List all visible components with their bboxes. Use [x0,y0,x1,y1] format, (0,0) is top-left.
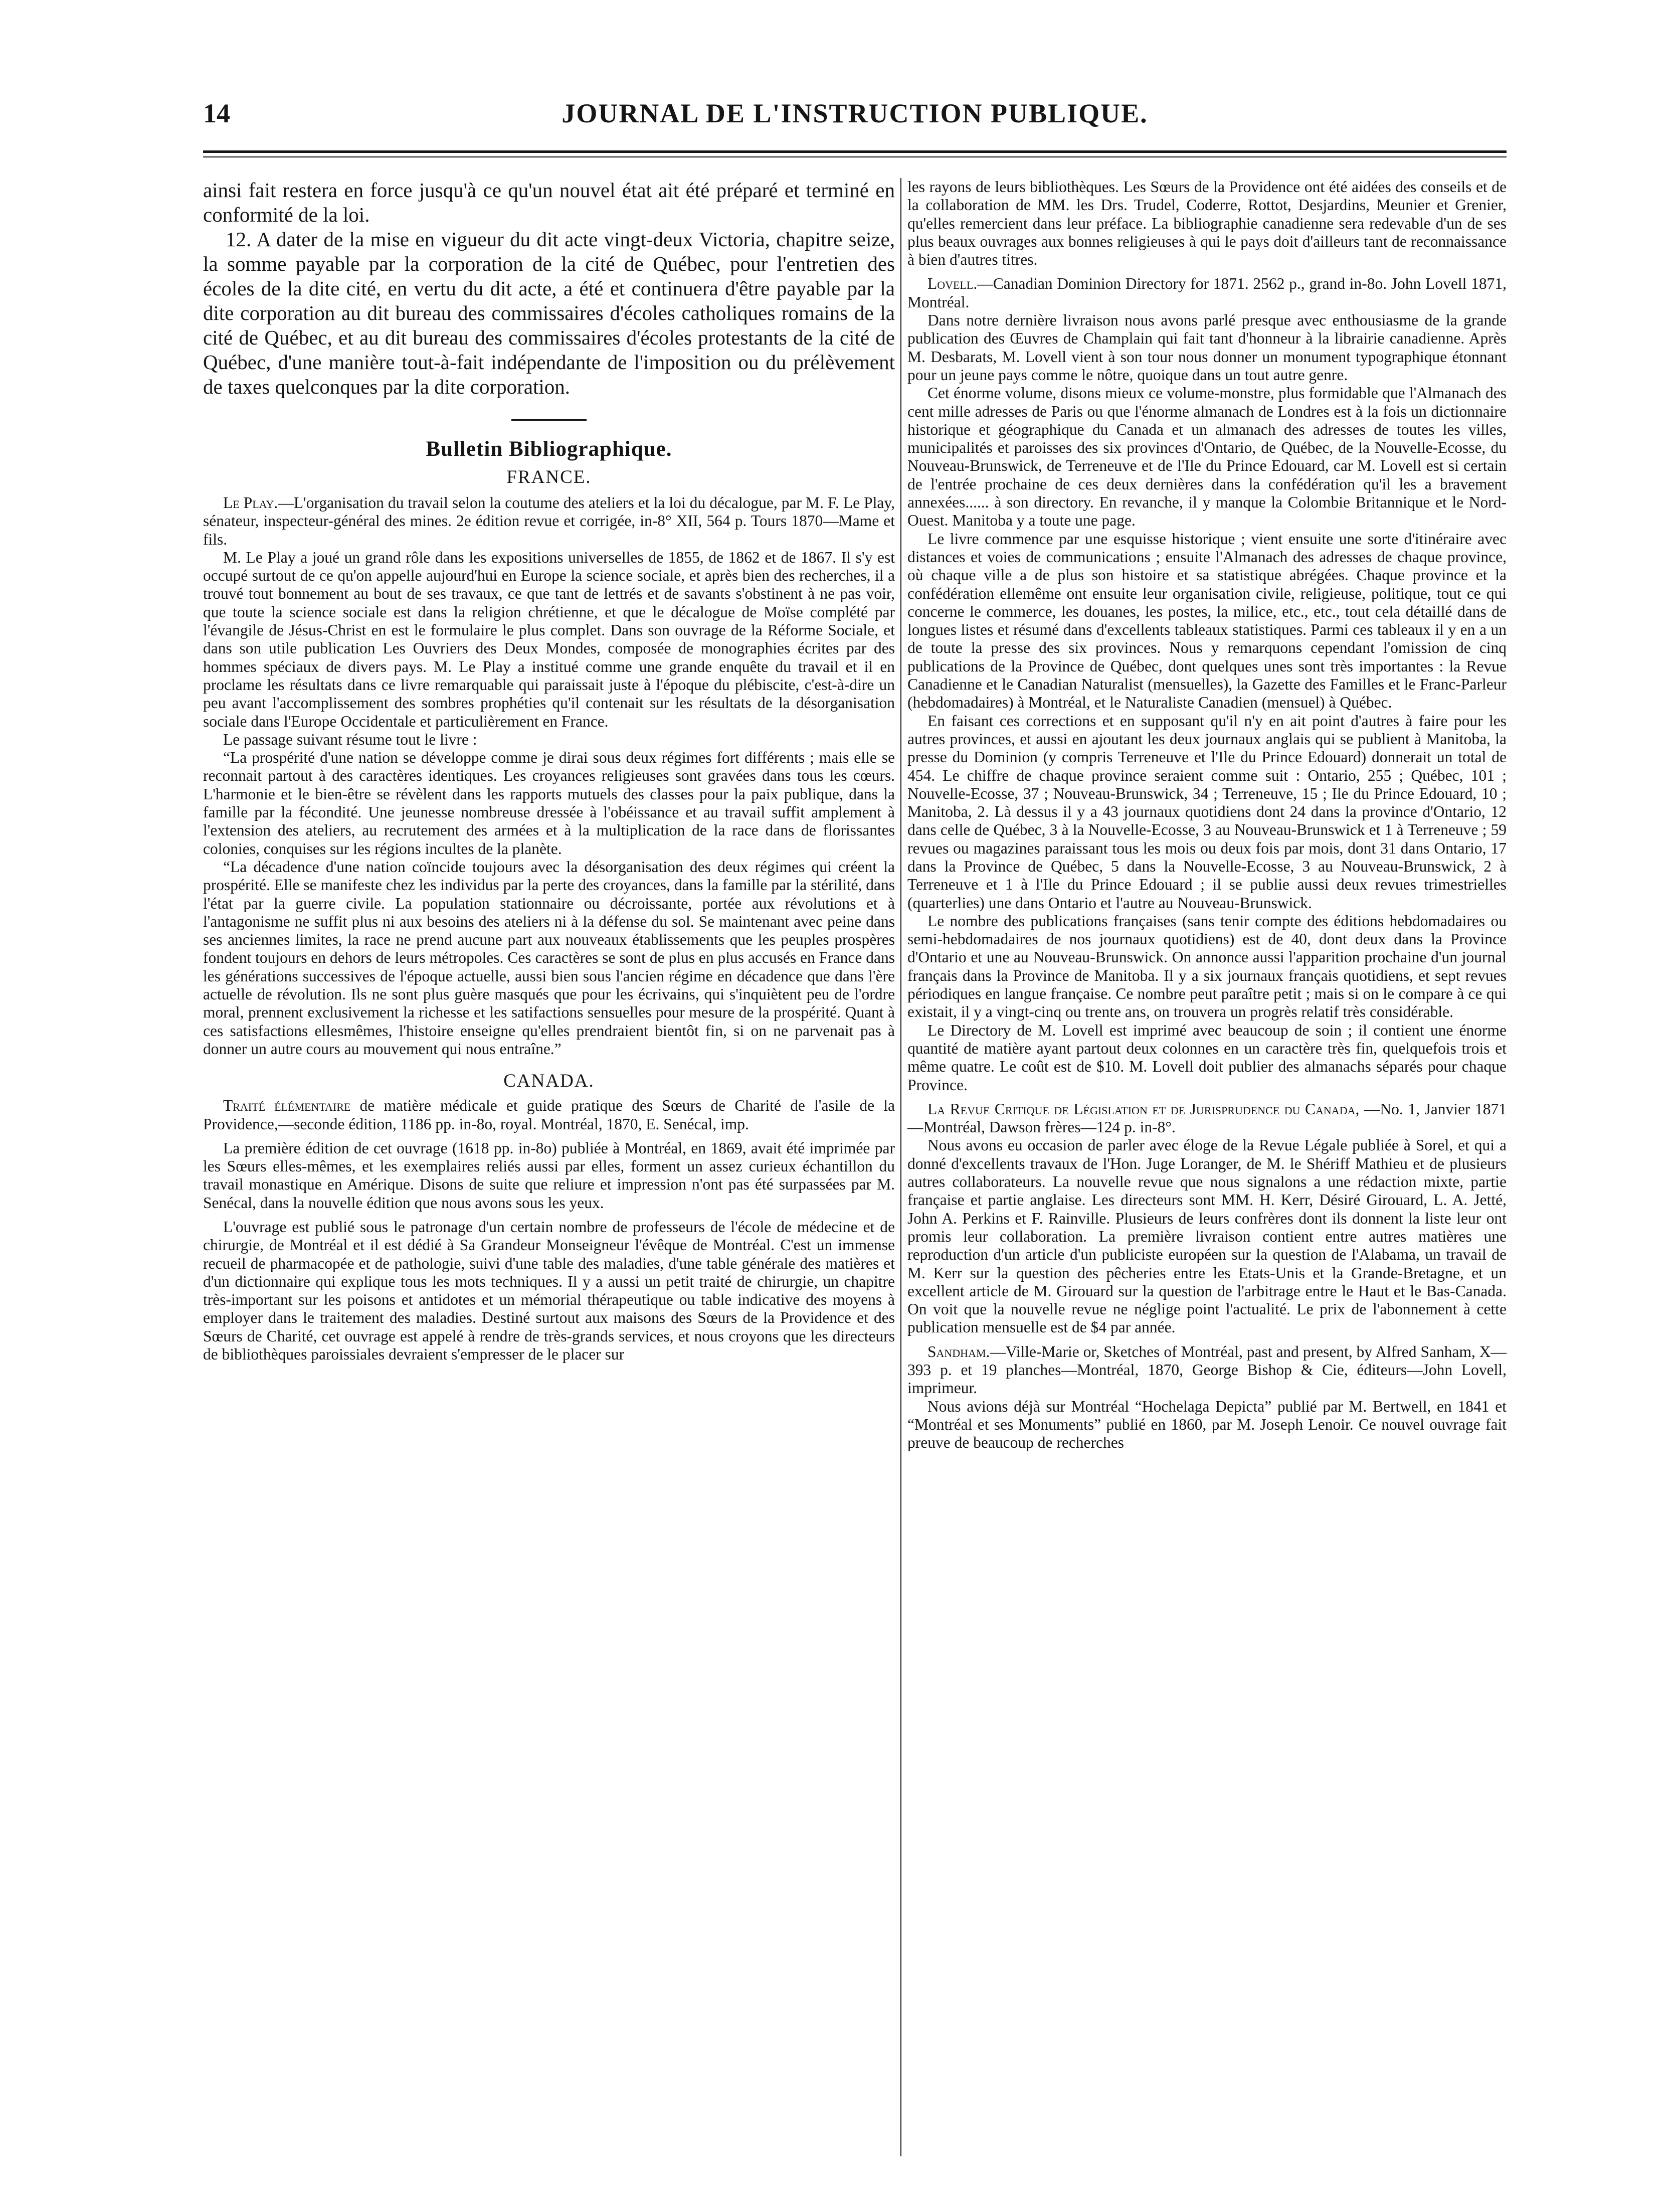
paragraph: Nous avons eu occasion de parler avec éloge de la Revue Légale publiée à Sorel, et qui a donné d'excellents travaux de l'Hon. Juge Loranger, de M. le Shériff Mathieu et de plusieurs autres collaborateurs. La nouvelle revue que nous signalons a une rédaction mixte, partie française et partie anglaise. Les directeurs sont MM. H. Kerr, Désiré Girouard, L. A. Jetté, John A. Perkins et F. Rainville. Plusieurs de leurs confrères dont ils donnent la liste leur ont promis leur collaboration. La première livraison contient entre autres matières une reproduction d'un article d'un publiciste européen sur la question de l'Alabama, un travail de M. Kerr sur la question des pêcheries entre les Etats-Unis et la Grande-Bretagne, et un excellent article de M. Girouard sur la question de l'arbitrage entre le Haut et le Bas-Canada. On voit que la nouvelle revue ne néglige point l'actualité. Le prix de l'abonnement à cette publication mensuelle est de $4 par année. [907,1136,1507,1336]
quote-paragraph: “La prospérité d'une nation se développe comme je dirai sous deux régimes fort différents ; mais elle se reconnait partout à des caractères identiques. Les croyances religieuses sont gravées dans tous les cœurs. L'harmonie et le bien-être se révèlent dans les rapports mutuels des classes pour la paix publique, dans la famille par la fécondité. Une jeunesse nombreuse dressée à l'obéissance et au travail suffit amplement à l'extension des ateliers, au recrutement des armées et à la multiplication de la race dans de florissantes colonies, conquises sur les régions incultes de la planète. [203,749,895,858]
entry-details: —No. 1, Janvier 1871—Montréal, Dawson frères—124 p. in-8°. [907,1100,1507,1136]
book-entry [203,494,895,549]
entry-author: Lovell. [927,275,978,293]
left-column [203,178,895,1364]
entry-author: Le Play. [223,494,278,512]
column-divider [900,178,901,2156]
paragraph: Dans notre dernière livraison nous avons parlé presque avec enthousiasme de la grande publication des Œuvres de Champlain qui fait tant d'honneur à la librairie canadienne. Après M. Desbarats, M. Lovell vient à son tour nous donner un monument typographique étonnant pour un jeune pays comme le nôtre, quoique dans un tout autre genre. [907,311,1507,384]
quote-paragraph: “La décadence d'une nation coïncide toujours avec la désorganisation des deux régimes qui créent la prospérité. Elle se manifeste chez les individus par la perte des croyances, dans la famille par la stérilité, dans l'état par la guerre civile. La population stationnaire ou décroissante, portée aux révolutions et à l'antagonisme ne suffit plus ni aux besoins des ateliers ni à la défense du sol. Se maintenant avec peine dans ses anciennes limites, la race ne prend aucune part aux nouveaux établissements que les peuples prospères fondent toujours en dehors de leurs métropoles. Ces caractères se sont de plus en plus accusés en France dans les générations successives de l'époque actuelle, aussi bien sous l'ancien régime en décadence que dans l'ère actuelle de révolution. Ils ne sont plus guère masqués que pour les écrivains, qui s'inquiètent peu de l'ordre moral, prennent exclusivement la richesse et les satifactions sensuelles pour mesure de la prospérité. Quant à ces satisfactions ellesmêmes, l'histoire enseigne qu'elles prendraient bientôt fin, si on ne parvenait pas à donner un autre cours au mouvement qui nous entraîne.” [203,858,895,1058]
book-entry [203,1097,895,1133]
journal-title: JOURNAL DE L'INSTRUCTION PUBLIQUE. [562,98,1148,128]
paragraph: En faisant ces corrections et en supposant qu'il n'y en ait point d'autres à faire pour les autres provinces, et aussi en ajoutant les deux journaux anglais qui se publient à Manitoba, la presse du Dominion (y compris Terreneuve et l'Ile du Prince Edouard) donnerait un total de 454. Le chiffre de chaque province seraient comme suit : Ontario, 255 ; Québec, 101 ; Nouvelle-Ecosse, 37 ; Nouveau-Brunswick, 34 ; Terreneuve, 15 ; Ile du Prince Edouard, 10 ; Manitoba, 2. Là dessus il y a 43 journaux quotidiens dont 24 dans la province d'Ontario, 12 dans celle de Québec, 3 à la Nouvelle-Ecosse, 3 au Nouveau-Brunswick et 1 à Terreneuve ; 59 revues ou magazines paraissant tous les mois ou deux fois par mois, dont 31 dans Ontario, 17 dans la Province de Québec, 5 dans la Nouvelle-Ecosse, 3 au Nouveau-Brunswick, 2 à Terreneuve et 1 à l'Ile du Prince Edouard ; il se publie aussi deux revues trimestrielles (quarterlies) une dans Ontario et l'autre au Nouveau-Brunswick. [907,712,1507,912]
header-rule-thin [203,156,1507,157]
paragraph: M. Le Play a joué un grand rôle dans les expositions universelles de 1855, de 1862 et de 1867. Il s'y est occupé surtout de ce qu'on appelle aujourd'hui en Europe la science sociale, et après bien des recherches, il a trouvé tout bonnement au bout de ses travaux, ce que tant de lettrés et de savants s'obstinent à ne pas voir, que toute la science sociale est dans la religion chrétienne, et que le décalogue de Moïse complété par l'évangile de Jésus-Christ en est le formulaire le plus complet. Dans son ouvrage de la Réforme Sociale, et dans son utile publication Les Ouvriers des Deux Mondes, composée de monographies écrites par des hommes spéciaux de divers pays. M. Le Play a institué comme une grande enquête du travail et il en proclame les résultats dans ce livre remarquable qui paraissait juste à l'époque du plébiscite, c'est-à-dire un peu avant l'accomplissement des sombres prophéties qu'il contenait sur les résultats de la désorganisation sociale dans l'Europe Occidentale et particulièrement en France. [203,548,895,730]
book-entry [907,1343,1507,1398]
paragraph: ainsi fait restera en force jusqu'à ce qu'un nouvel état ait été préparé et terminé en conformité de la loi. [203,179,895,226]
entry-title: La Revue Critique de Législation et de Jurisprudence du Canada, [927,1100,1360,1118]
entry-details: —Canadian Dominion Directory for 1871. 2562 p., grand in-8o. John Lovell 1871, Montréal. [907,275,1507,311]
paragraph: Le Directory de M. Lovell est imprimé avec beaucoup de soin ; il contient une énorme quantité de matière ayant partout deux colonnes en un caractère très fin, quelquefois trois et même quatre. Le coût est de $10. M. Lovell doit publier des almanachs séparés pour chaque Province. [907,1021,1507,1094]
paragraph: 12. A dater de la mise en vigueur du dit acte vingt-deux Victoria, chapitre seize, la somme payable par la corporation de la cité de Québec, pour l'entretien des écoles de la dite cité, en vertu du dit acte, a été et continuera d'être payable par la dite corporation au dit bureau des commissaires d'écoles catholiques romains de la cité de Québec, et au dit bureau des commissaires d'écoles protestants de la cité de Québec, d'une manière tout-à-fait indépendante de l'imposition ou du prélèvement de taxes quelconques par la dite corporation. [203,228,895,398]
paragraph: Le nombre des publications françaises (sans tenir compte des éditions hebdomadaires ou semi-hebdomadaires de nos journaux quotidiens) est de 40, dont deux dans la Province d'Ontario et une au Nouveau-Brunswick. On annonce aussi l'apparition prochaine d'un journal français dans la Province de Manitoba. Il y a six journaux français quotidiens, et sept revues périodiques en langue française. Ce nombre peut paraître petit ; mais si on le compare à ce qui existait, il y a vingt-cinq ou trente ans, on trouvera un progrès relatif très considérable. [907,912,1507,1021]
right-column [907,178,1507,1452]
entry-details: de matière médicale et guide pratique des Sœurs de Charité de l'asile de la Providence,—seconde édition, 1186 pp. in-8o, royal. Montréal, 1870, E. Senécal, imp. [203,1097,895,1133]
page-number: 14 [203,98,230,128]
entry-details: —Ville-Marie or, Sketches of Montréal, past and present, by Alfred Sanham, X—393 p. et 19 planches—Montréal, 1870, George Bishop & Cie, éditeurs—John Lovell, imprimeur. [907,1342,1507,1397]
france-heading: FRANCE. [506,467,592,487]
section-divider [511,419,587,421]
book-entry [907,275,1507,311]
page-header [203,98,1507,138]
bulletin-heading: Bulletin Bibliographique. [426,437,672,461]
entry-author: Sandham. [927,1342,990,1360]
paragraph: Le livre commence par une esquisse historique ; vient ensuite une sorte d'itinéraire avec distances et voies de communications ; ensuite l'Almanach des adresses de chaque province, où chaque ville a de plus son histoire et sa statistique abrégées. Chaque province et la confédération ellemême ont ensuite leur organisation civile, religieuse, politique, tout ce qui concerne le commerce, les douanes, les postes, la milice, etc., etc., tout cela détaillé dans de longues listes et résumé dans d'excellents tableaux statistiques. Parmi ces tableaux il y en a un de toute la presse des six provinces. Nous y remarquons cependant l'omission de cinq publications de la Province de Québec, dont quelques unes sont très importantes : la Revue Canadienne et le Canadian Naturalist (mensuelles), la Gazette des Familles et le Franc-Parleur (hebdomadaires) à Montréal, et le Naturaliste Canadien (mensuel) à Québec. [907,530,1507,712]
paragraph: les rayons de leurs bibliothèques. Les Sœurs de la Providence ont été aidées des conseils et de la collaboration de MM. les Drs. Trudel, Coderre, Rottot, Desjardins, Meunier et Grenier, qu'elles remercient dans leur préface. La bibliographie canadienne sera redevable d'un de ses plus beaux ouvrages aux bonnes religieuses à qui le pays doit d'ailleurs tant de reconnaissance à bien d'autres titres. [907,178,1507,269]
paragraph: Le passage suivant résume tout le livre : [223,730,477,748]
canada-heading: CANADA. [503,1071,595,1092]
paragraph: Nous avions déjà sur Montréal “Hochelaga Depicta” publié par M. Bertwell, en 1841 et “Montréal et ses Monuments” publié en 1860, par M. Joseph Lenoir. Ce nouvel ouvrage fait preuve de beaucoup de recherches [907,1397,1507,1452]
book-entry [907,1100,1507,1137]
header-rule [203,150,1507,153]
entry-details: —L'organisation du travail selon la coutume des ateliers et la loi du décalogue, par M. F. Le Play, sénateur, inspecteur-général des mines. 2e édition revue et corrigée, in-8° XII, 564 p. Tours 1870—Mame et fils. [203,494,895,548]
paragraph: L'ouvrage est publié sous le patronage d'un certain nombre de professeurs de l'école de médecine et de chirurgie, de Montréal et il est dédié à Sa Grandeur Monseigneur l'évêque de Montréal. C'est un immense recueil de pharmacopée et de pathologie, suivi d'une table des maladies, d'une table générale des matières et d'un dictionnaire qui explique tous les mots techniques. Il y a aussi un petit traité de chirurgie, un chapitre très-important sur les poisons et antidotes et un mémorial thérapeutique ou table indicative des moyens à employer dans le traitement des maladies. Destiné surtout aux maisons des Sœurs de la Providence et des Sœurs de Charité, cet ouvrage est appelé à rendre de très-grands services, et nous croyons que les directeurs de bibliothèques paroissiales devraient s'empresser de le placer sur [203,1218,895,1364]
paragraph: Cet énorme volume, disons mieux ce volume-monstre, plus formidable que l'Almanach des cent mille adresses de Paris ou que l'énorme almanach de Londres est à la fois un dictionnaire historique et géographique du Canada et un almanach des adresses de toutes les villes, municipalités et paroisses des six provinces d'Ontario, de Québec, de la Nouvelle-Ecosse, du Nouveau-Brunswick, de Terreneuve et de l'Ile du Prince Edouard, car M. Lovell est si certain de l'entrée prochaine de ces deux dernières dans la confédération qu'il les a bravement annexées...... à son directory. En revanche, il y manque la Colombie Britannique et le Nord-Ouest. Manitoba y a toute une page. [907,384,1507,530]
entry-title: Traité élémentaire [223,1097,351,1115]
paragraph: La première édition de cet ouvrage (1618 pp. in-8o) publiée à Montréal, en 1869, avait été imprimée par les Sœurs elles-mêmes, et les exemplaires reliés aussi par elles, forment un assez curieux échantillon du travail monastique en Amérique. Disons de suite que reliure et impression n'ont pas été surpassées par M. Senécal, dans la nouvelle édition que nous avons sous les yeux. [203,1139,895,1212]
